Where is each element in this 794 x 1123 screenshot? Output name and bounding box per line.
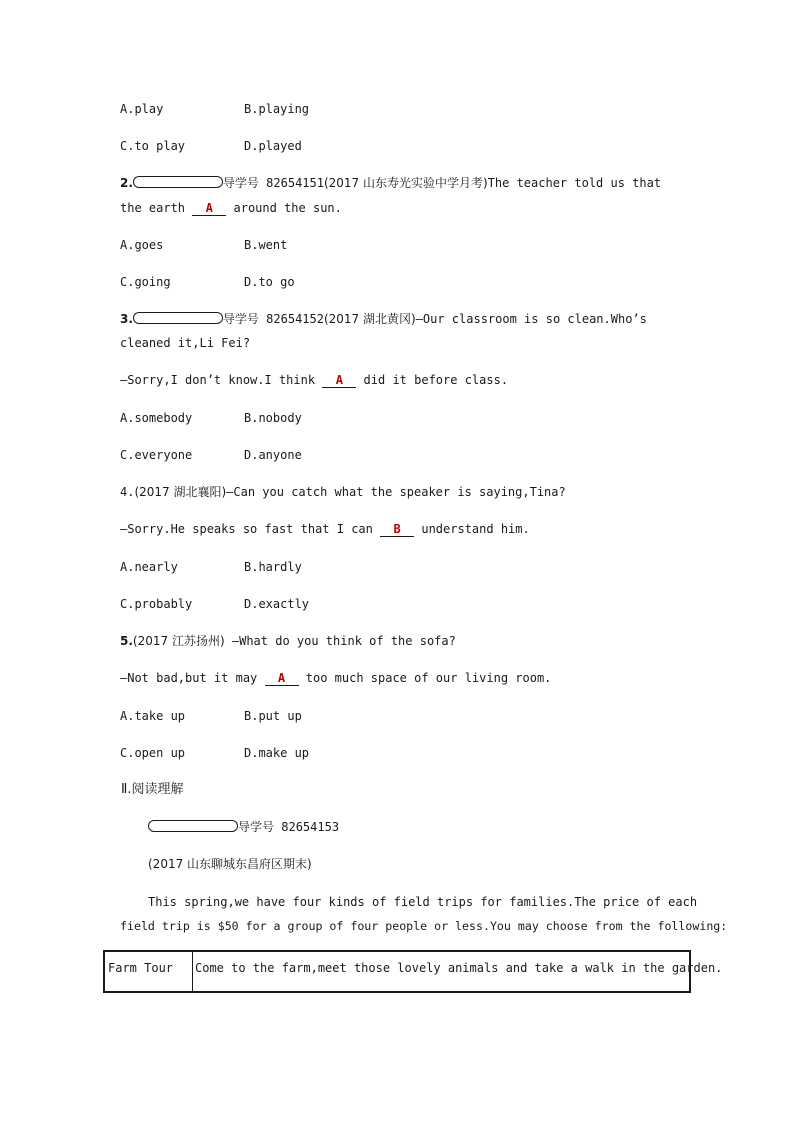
q5-number: 5. [120, 634, 133, 648]
q1-option-c: C.to play [120, 139, 186, 153]
q3-stem-line-2 [120, 335, 250, 351]
q4-options-row-1 [120, 559, 302, 575]
q3-number: 3. [120, 312, 133, 326]
q2-stem-text: The teacher told us that [487, 176, 662, 190]
q3-option-c: C.everyone [120, 448, 193, 462]
q3-option-b: B.nobody [244, 411, 302, 425]
q2-option-c: C.going [120, 275, 171, 289]
q4-stem-text: —Can you catch what the speaker is saying,Tina? [226, 485, 566, 499]
q1-options-row-2 [120, 138, 302, 154]
q4-reply-line [120, 521, 530, 537]
section-guide-line [148, 819, 339, 835]
q2-guide-code: 82654151 [266, 176, 324, 190]
q3-stem-text: —Our classroom is so clean.Who’s [415, 312, 647, 326]
q5-stem-text: —What do you think of the sofa? [231, 634, 456, 648]
q3-options-row-1 [120, 410, 302, 426]
q2-guide-label: 导学号 [222, 176, 259, 190]
q3-source: (2017 湖北黄冈) [323, 312, 416, 326]
guide-pill-icon [133, 176, 223, 188]
q3-guide-label: 导学号 [222, 312, 259, 326]
passage-line-1: This spring,we have four kinds of field trips for families.The price of each [148, 895, 698, 909]
q3-reply-line [120, 372, 508, 388]
q4-option-c: C.probably [120, 597, 193, 611]
q5-reply-text-2: too much space of our living room. [305, 671, 552, 685]
q2-option-b: B.went [244, 238, 288, 252]
q4-reply-text: —Sorry.He speaks so fast that I can [120, 522, 373, 536]
section-heading: Ⅱ.阅读理解 [121, 782, 184, 797]
q3-reply-text-2: did it before class. [363, 373, 509, 387]
q2-stem-line-2 [120, 200, 342, 216]
q5-options-row-1 [120, 708, 302, 724]
q4-number: 4. [120, 485, 135, 499]
q2-source: (2017 山东寿光实验中学月考) [323, 176, 488, 190]
q2-number: 2. [120, 176, 133, 190]
q5-option-b: B.put up [244, 709, 302, 723]
guide-pill-icon [133, 312, 223, 324]
q5-option-c: C.open up [120, 746, 186, 760]
q4-options-row-2 [120, 596, 310, 612]
q3-stem-line-1 [120, 311, 647, 327]
table-cell-trip-name: Farm Tour [108, 961, 174, 975]
q4-reply-text-2: understand him. [421, 522, 530, 536]
q2-stem-text-2: the earth [120, 201, 186, 215]
q3-reply-text: —Sorry,I don’t know.I think [120, 373, 316, 387]
q5-answer-blank: A [265, 671, 299, 686]
table-column-divider [192, 952, 193, 991]
q2-stem-line-1 [120, 175, 661, 191]
q4-stem-line [120, 484, 566, 500]
q5-reply-line [120, 670, 551, 686]
q4-answer-blank: B [380, 522, 414, 537]
q4-source: (2017 湖北襄阳) [134, 485, 227, 499]
q5-reply-text: —Not bad,but it may [120, 671, 258, 685]
section-source: (2017 山东聊城东昌府区期末) [148, 857, 312, 871]
passage-line-2: field trip is $50 for a group of four people or less.You may choose from the following: [120, 919, 728, 933]
q1-option-d: D.played [244, 139, 302, 153]
q3-options-row-2 [120, 447, 302, 463]
q3-option-d: D.anyone [244, 448, 302, 462]
q2-option-d: D.to go [244, 275, 295, 289]
q5-options-row-2 [120, 745, 310, 761]
q2-answer-blank: A [192, 201, 226, 216]
q1-options-row-1 [120, 101, 310, 117]
q5-source: (2017 江苏扬州) [132, 634, 225, 648]
q5-option-a: A.take up [120, 709, 186, 723]
q5-stem-line [120, 633, 456, 649]
q4-option-d: D.exactly [244, 597, 310, 611]
q2-option-a: A.goes [120, 238, 164, 252]
q4-option-b: B.hardly [244, 560, 302, 574]
table-row [105, 952, 723, 991]
q3-answer-blank: A [322, 373, 356, 388]
q1-option-b: B.playing [244, 102, 310, 116]
q4-option-a: A.nearly [120, 560, 178, 574]
q2-stem-text-3: around the sun. [233, 201, 342, 215]
q2-options-row-1 [120, 237, 288, 253]
field-trip-table [103, 950, 723, 993]
q2-options-row-2 [120, 274, 295, 290]
q1-option-a: A.play [120, 102, 164, 116]
section-guide-label: 导学号 [238, 820, 275, 834]
q3-guide-code: 82654152 [266, 312, 324, 326]
table-cell-trip-description: Come to the farm,meet those lovely animals and take a walk in the garden. [195, 961, 723, 975]
q5-option-d: D.make up [244, 746, 310, 760]
q3-option-a: A.somebody [120, 411, 193, 425]
guide-pill-icon [148, 820, 238, 832]
q3-stem-text-2: cleaned it,Li Fei? [120, 336, 251, 350]
section-guide-code: 82654153 [281, 820, 340, 834]
